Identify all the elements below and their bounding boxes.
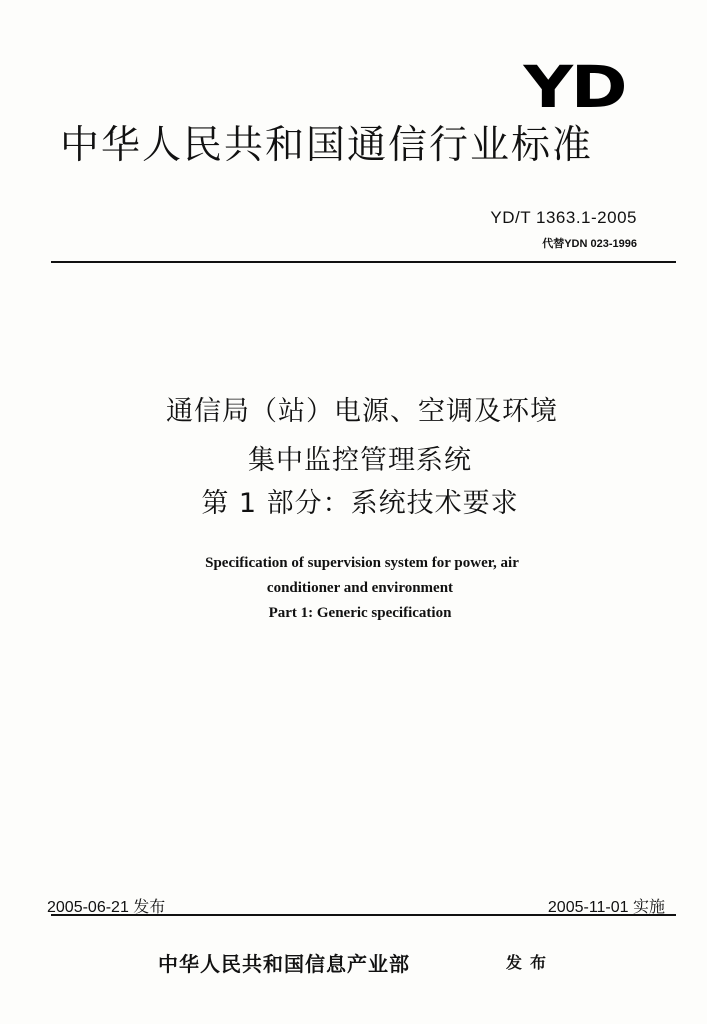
replaces-note: 代替YDN 023-1996 (542, 238, 637, 250)
english-title-line-2: conditioner and environment (266, 580, 454, 596)
english-title-line-3: Part 1: Generic specification (268, 605, 452, 621)
chinese-title-line-3: 第 1 部分：系统技术要求 (201, 488, 519, 519)
issue-date: 2005-06-21 发布 (47, 899, 166, 916)
footer-divider (51, 914, 676, 916)
standard-category-title: 中华人民共和国通信行业标准 (60, 123, 594, 168)
effective-date: 2005-11-01 实施 (547, 899, 665, 916)
chinese-title-line-1: 通信局（站）电源、空调及环境 (166, 396, 558, 427)
header-divider (51, 261, 676, 263)
english-title-line-1: Specification of supervision system for power, air (205, 555, 519, 571)
publisher-name: 中华人民共和国信息产业部 (158, 952, 410, 976)
chinese-title-line-2: 集中监控管理系统 (248, 445, 472, 476)
standard-number: YD/T 1363.1-2005 (490, 208, 637, 227)
publisher-verb: 发布 (506, 953, 555, 972)
yd-logo: YD (523, 53, 625, 121)
